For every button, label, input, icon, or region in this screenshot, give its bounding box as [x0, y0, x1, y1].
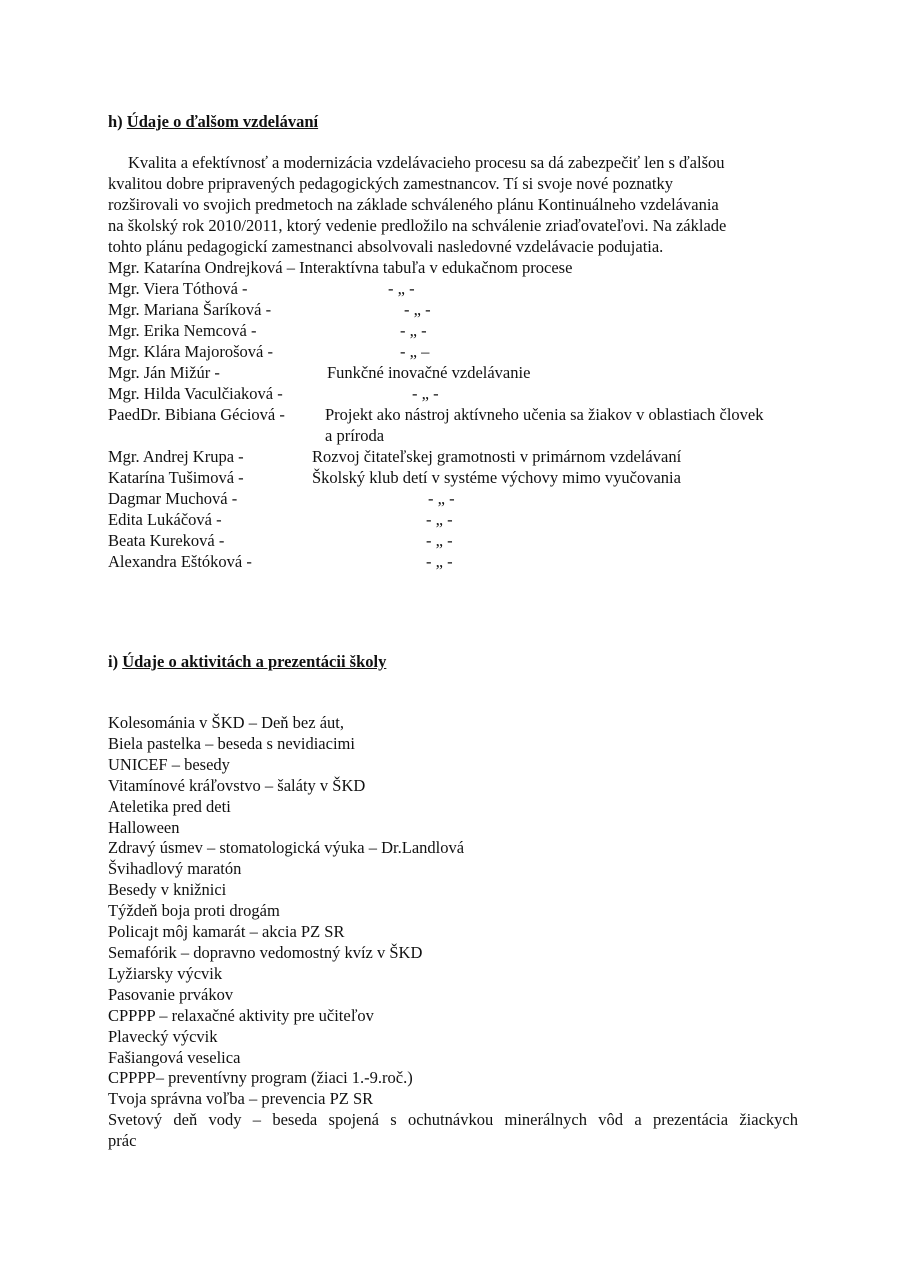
list-item: Vitamínové kráľovstvo – šaláty v ŠKD — [108, 775, 366, 795]
list-item: UNICEF – besedy — [108, 754, 230, 774]
paragraph-line: na školský rok 2010/2011, ktorý vedenie predložilo na schválenie zriaďovateľovi. Na základe — [108, 216, 727, 235]
staff-name: Dagmar Muchová - — [108, 489, 238, 508]
staff-name: Mgr. Hilda Vaculčiaková - — [108, 384, 283, 403]
paragraph-line: Kvalita a efektívnosť a modernizácia vzdelávacieho procesu sa dá zabezpečiť len s ďalšou — [128, 153, 725, 172]
list-item: Kolesománia v ŠKD – Deň bez áut, — [108, 713, 344, 732]
staff-activity: Rozvoj čitateľskej gramotnosti v primárnom vzdelávaní — [312, 447, 682, 466]
staff-activity: Školský klub detí v systéme výchovy mimo vyučovania — [312, 468, 681, 487]
staff-activity: - „ - — [388, 279, 415, 298]
staff-name: Mgr. Klára Majorošová - — [108, 342, 273, 361]
list-item: prác — [108, 1131, 137, 1151]
section-h-heading — [108, 112, 318, 132]
staff-name: Edita Lukáčová - — [108, 510, 222, 529]
list-item: Semafórik – dopravno vedomostný kvíz v ŠKD — [108, 942, 423, 962]
staff-activity: - „ - — [426, 510, 453, 529]
staff-activity: Projekt ako nástroj aktívneho učenia sa žiakov v oblastiach človek a príroda — [325, 405, 764, 445]
section-i-heading — [108, 652, 386, 672]
list-item: Zdravý úsmev – stomatologická výuka – Dr.Landlová — [108, 838, 465, 858]
list-item: Pasovanie prvákov — [108, 984, 234, 1004]
paragraph-line: tohto plánu pedagogickí zamestnanci absolvovali nasledovné vzdelávacie podujatia. — [108, 237, 664, 256]
staff-name: Mgr. Viera Tóthová - — [108, 279, 248, 298]
staff-name: Mgr. Erika Nemcová - — [108, 321, 257, 340]
staff-name: Beata Kureková - — [108, 531, 225, 550]
staff-activity: - „ - — [404, 300, 431, 319]
list-item: Svetový deň vody – beseda spojená s ochutnávkou minerálnych vôd a prezentácia žiackych — [108, 1110, 798, 1130]
list-item: Halloween — [108, 817, 180, 837]
staff-activity: - „ - — [412, 384, 439, 403]
list-item: Besedy v knižnici — [108, 880, 227, 900]
staff-activity: Funkčné inovačné vzdelávanie — [327, 363, 531, 382]
section-i-title: Údaje o aktivitách a prezentácii školy — [122, 652, 387, 671]
staff-name: Alexandra Eštóková - — [108, 552, 252, 571]
staff-name: Mgr. Andrej Krupa - — [108, 447, 244, 466]
list-item: Lyžiarsky výcvik — [108, 963, 223, 983]
paragraph-line: rozširovali vo svojich predmetoch na základe schváleného plánu Kontinuálneho vzdelávania — [108, 195, 719, 214]
section-h-title: Údaje o ďalšom vzdelávaní — [126, 112, 319, 131]
activities-list — [108, 713, 798, 1152]
staff-row-text: Mgr. Katarína Ondrejková – Interaktívna tabuľa v edukačnom procese — [108, 258, 573, 277]
staff-name: Katarína Tušimová - — [108, 468, 244, 487]
list-item: Fašiangová veselica — [108, 1047, 241, 1067]
list-item: Švihadlový maratón — [108, 859, 242, 879]
staff-activity: - „ - — [400, 321, 427, 340]
staff-name: Mgr. Mariana Šaríková - — [108, 300, 272, 319]
section-h-label: h) — [108, 112, 123, 131]
paragraph-line: kvalitou dobre pripravených pedagogických zamestnancov. Tí si svoje nové poznatky — [108, 174, 673, 193]
staff-activity: - „ - — [426, 552, 453, 571]
staff-name: Mgr. Ján Mižúr - — [108, 363, 220, 382]
list-item: Tvoja správna voľba – prevencia PZ SR — [108, 1089, 374, 1109]
staff-activity: - „ – — [400, 342, 430, 361]
list-item: CPPPP – relaxačné aktivity pre učiteľov — [108, 1005, 374, 1025]
list-item: Policajt môj kamarát – akcia PZ SR — [108, 922, 345, 942]
list-item: CPPPP– preventívny program (žiaci 1.-9.roč.) — [108, 1068, 413, 1088]
staff-activity: - „ - — [426, 531, 453, 550]
list-item: Biela pastelka – beseda s nevidiacimi — [108, 733, 355, 753]
staff-name: PaedDr. Bibiana Géciová - — [108, 405, 285, 424]
list-item: Ateletika pred deti — [108, 796, 231, 816]
list-item: Plavecký výcvik — [108, 1026, 218, 1046]
staff-activity: - „ - — [428, 489, 455, 508]
section-h-paragraph — [108, 152, 793, 257]
section-i-label: i) — [108, 652, 119, 671]
list-item: Týždeň boja proti drogám — [108, 901, 280, 921]
